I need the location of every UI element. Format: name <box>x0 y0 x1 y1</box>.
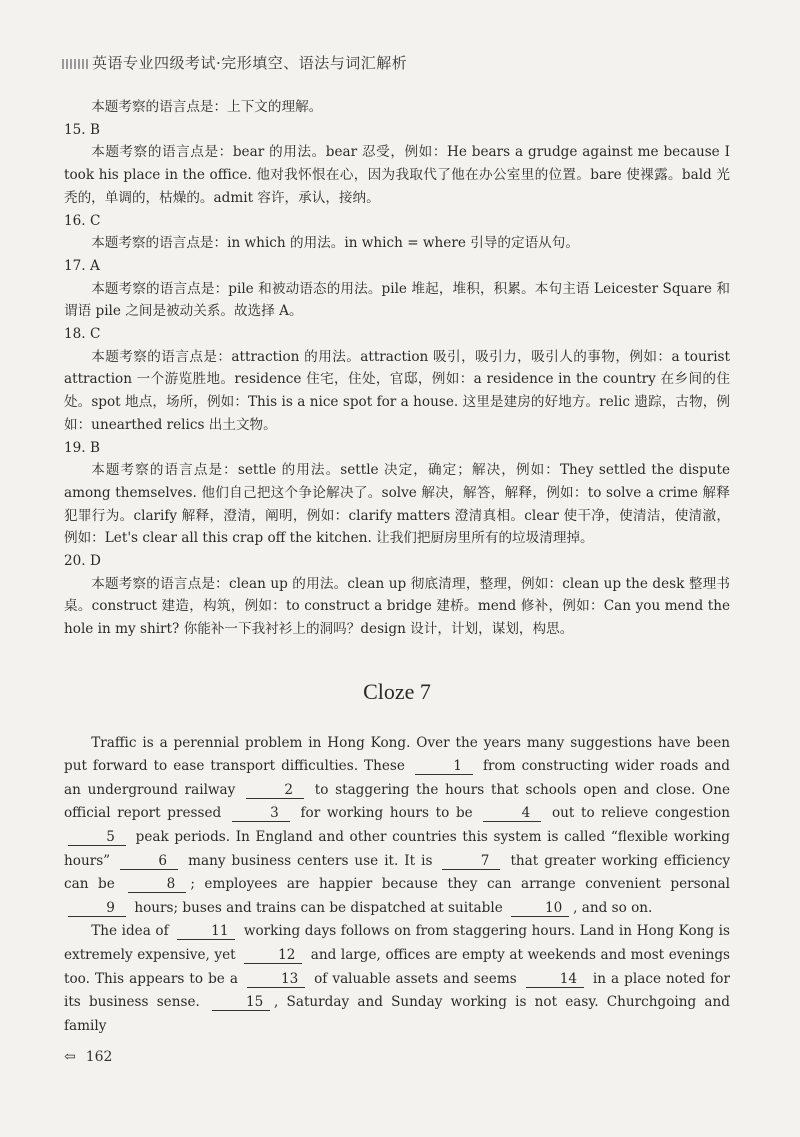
left-arrow-icon: ⇦ <box>64 1049 76 1065</box>
passage-text: , and so on. <box>573 899 653 916</box>
passage-text: from constructing wider roads and an underground railway <box>64 758 730 798</box>
blank-10: 10 <box>511 900 569 917</box>
passage-text: Traffic is a perennial problem in Hong Kong. Over the years many suggestions have been put forward to ease transport difficulties. These <box>64 734 730 775</box>
answer-number: 17. A <box>64 257 100 274</box>
passage-text: working days follows on from staggering hours. Land in Hong Kong is extremely expensive, yet <box>64 923 731 963</box>
passage-paragraph-1 <box>64 732 730 921</box>
passage-text: to staggering the hours that schools open and close. One official report pressed <box>64 781 731 822</box>
blank-1: 1 <box>415 758 473 775</box>
passage-text: out to relieve congestion <box>551 805 730 822</box>
answer-number: 16. C <box>64 212 101 229</box>
cloze-passage <box>64 732 730 1039</box>
explanation-text: 本题考察的语言点是：clean up 的用法。clean up 彻底清理，整理，例如：clean up the desk 整理书桌。construct 建造，构筑，例如：to construct a bridge 建桥。mend 修补，例如：Can you mend the hole in my shirt? 你能补一下我衬衫上的洞吗？design 设计，计划，谋划，构思。 <box>64 575 730 638</box>
passage-paragraph-2 <box>64 920 730 1038</box>
explanation-text: 本题考察的语言点是：attraction 的用法。attraction 吸引，吸引力，吸引人的事物，例如：a tourist attraction 一个游览胜地。residence 住宅，住处，官邸，例如：a residence in the country 在乡间的住处。spot 地点，场所，例如：This is a nice spot for a house. 这里是建房的好地方。relic 遗踪，古物，例如：unearthed relics 出土文物。 <box>64 348 730 433</box>
blank-3: 3 <box>232 805 290 822</box>
blank-9: 9 <box>68 900 126 917</box>
header-decoration-icon <box>62 59 88 69</box>
blank-2: 2 <box>246 782 304 799</box>
passage-text: and large, offices are empty at weekends and most evenings too. This appears to be a <box>64 946 731 987</box>
passage-text: of valuable assets and seems <box>314 970 517 987</box>
blank-12: 12 <box>244 947 302 964</box>
answer-number: 18. C <box>64 326 101 343</box>
answer-number: 20. D <box>64 553 101 570</box>
passage-text: hours; buses and trains can be dispatched at suitable <box>134 899 503 916</box>
blank-4: 4 <box>483 805 541 822</box>
blank-8: 8 <box>128 876 186 893</box>
passage-text: many business centers use it. It is <box>188 852 433 869</box>
blank-5: 5 <box>68 829 126 846</box>
passage-text: in a place noted for its business sense. <box>64 970 730 1011</box>
blank-6: 6 <box>120 853 178 870</box>
page-number: 162 <box>85 1049 113 1065</box>
blank-13: 13 <box>247 971 305 988</box>
running-header <box>62 52 752 73</box>
passage-text: peak periods. In England and other countries this system is called “flexible working hours” <box>64 828 731 869</box>
passage-text: ; employees are happier because they can arrange convenient personal <box>190 876 731 893</box>
blank-15: 15 <box>212 994 270 1011</box>
passage-text: , Saturday and Sunday working is not easy. Churchgoing and family <box>64 994 730 1034</box>
passage-text: for working hours to be <box>300 805 473 822</box>
explanation-text: 本题考察的语言点是：bear 的用法。bear 忍受，例如：He bears a grudge against me because I took his place in the office. 他对我怀恨在心，因为我取代了他在办公室里的位置。bare 使裸露。bald 光秃的，单调的，枯燥的。admit 容许，承认，接纳。 <box>64 144 730 206</box>
passage-text: The idea of <box>91 923 169 940</box>
header-title: 英语专业四级考试·完形填空、语法与词汇解析 <box>92 54 408 72</box>
answer-number: 15. B <box>64 121 100 138</box>
blank-11: 11 <box>177 923 235 940</box>
explanation-text: 本题考察的语言点是：settle 的用法。settle 决定，确定；解决，例如：They settled the dispute among themselves. 他们自己把这个争论解决了。solve 解决，解答，解释，例如：to solve a crime 解释犯罪行为。clarify 解释，澄清，阐明，例如：clarify matters 澄清真相。clear 使干净，使清洁，使清澈，例如：Let's clear all this crap off the kitchen. 让我们把厨房里所有的垃圾清理掉。 <box>64 462 730 547</box>
explanation-text: 本题考察的语言点是：pile 和被动语态的用法。pile 堆起，堆积，积累。本句主语 Leicester Square 和谓语 pile 之间是被动关系。故选择 A。 <box>64 280 730 320</box>
blank-14: 14 <box>526 971 584 988</box>
answer-number: 19. B <box>64 439 100 456</box>
page-footer <box>64 1049 112 1065</box>
page-body <box>64 96 730 1038</box>
explanation-text: 本题考察的语言点是：in which 的用法。in which = where 引导的定语从句。 <box>91 235 579 252</box>
passage-text: that greater working efficiency can be <box>64 852 731 893</box>
blank-7: 7 <box>442 853 500 870</box>
cloze-title: Cloze 7 <box>363 678 431 704</box>
explanation-text: 本题考察的语言点是：上下文的理解。 <box>91 99 323 115</box>
